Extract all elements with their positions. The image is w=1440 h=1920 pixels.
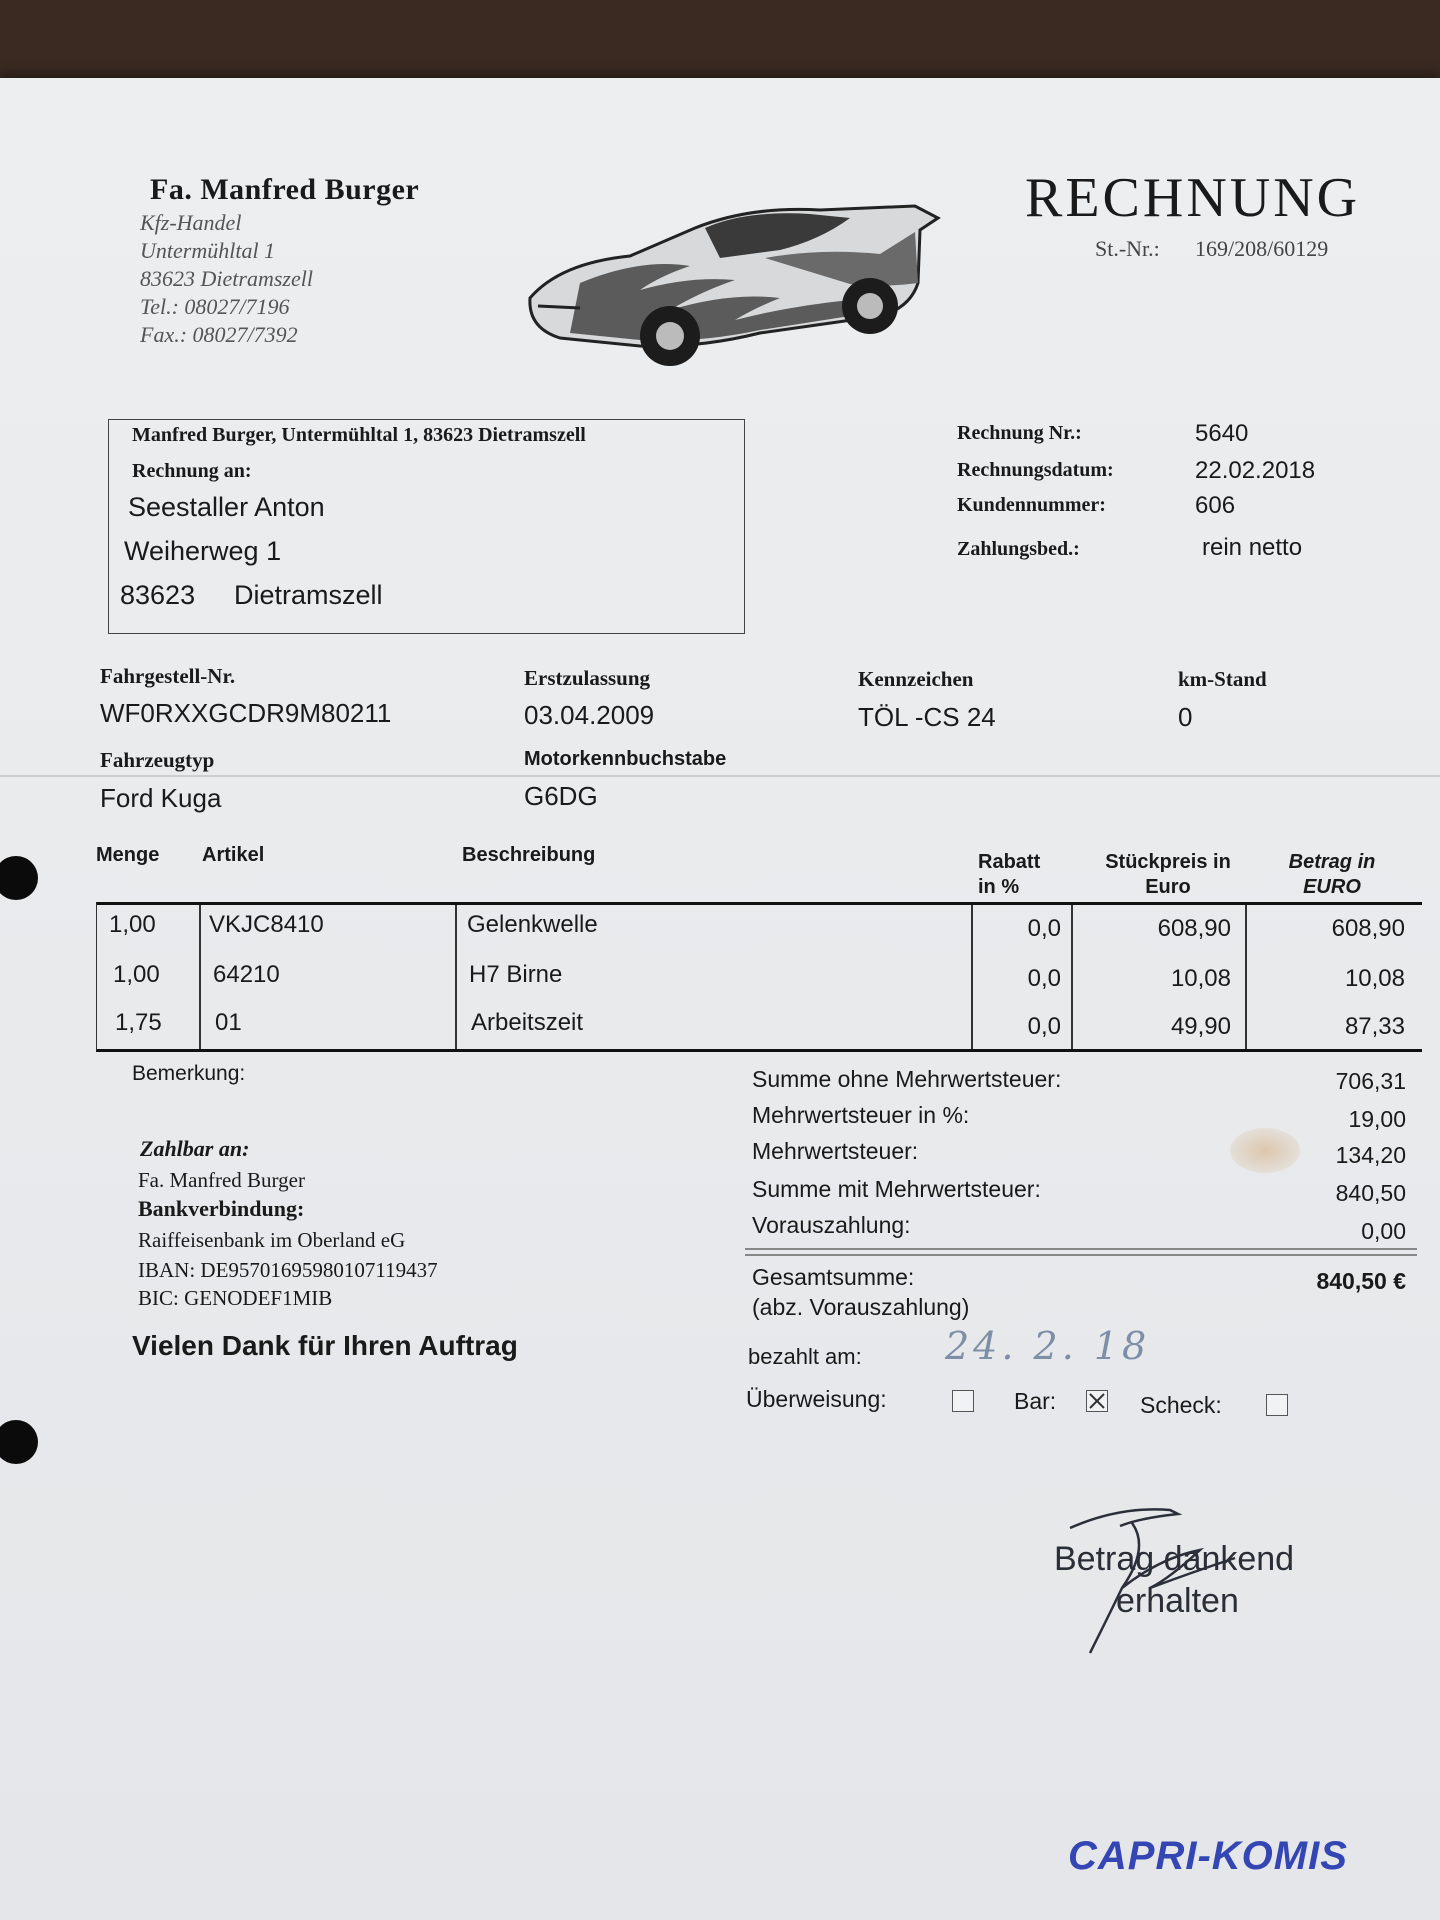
document-title: RECHNUNG: [1025, 167, 1361, 229]
bank-name: Raiffeisenbank im Oberland eG: [138, 1228, 406, 1252]
company-line: Kfz-Handel: [140, 210, 242, 235]
row-amount: 87,33: [1344, 1013, 1405, 1040]
grand-total: 840,50 €: [1316, 1268, 1406, 1294]
paid-on-date: 24. 2. 18: [945, 1324, 1151, 1368]
col-qty-header: Menge: [96, 844, 160, 866]
col-article-header: Artikel: [202, 844, 265, 866]
col-discount-header: Rabatt: [978, 851, 1041, 873]
customer-name: Seestaller Anton: [128, 492, 325, 522]
bic: BIC: GENODEF1MIB: [138, 1286, 333, 1310]
cheque-label: Scheck:: [1140, 1392, 1222, 1418]
payee: Fa. Manfred Burger: [138, 1168, 305, 1192]
payable-to-label: Zahlbar an:: [140, 1136, 250, 1161]
row-discount: 0,0: [1027, 965, 1061, 992]
col-desc-header: Beschreibung: [462, 844, 596, 866]
engine-code-label: Motorkennbuchstabe: [524, 748, 727, 770]
bank-label: Bankverbindung:: [138, 1196, 305, 1221]
company-line: Tel.: 08027/7196: [140, 294, 290, 319]
col-discount-header-unit: in %: [978, 876, 1020, 898]
grand-total-sublabel: (abz. Vorauszahlung): [752, 1294, 970, 1320]
received-stamp-line2: erhalten: [1116, 1582, 1239, 1620]
row-article: VKJC8410: [209, 911, 324, 938]
cheque-checkbox: [1266, 1394, 1288, 1416]
invoice-no: 5640: [1195, 420, 1249, 447]
paper-fold: [0, 775, 1440, 777]
totals-divider: [745, 1248, 1417, 1250]
gross-total: 840,50: [1335, 1180, 1406, 1206]
transfer-checkbox: [952, 1390, 974, 1412]
engine-code: G6DG: [524, 781, 598, 811]
vat-label: Mehrwertsteuer:: [752, 1138, 919, 1164]
sports-car-logo: [520, 188, 945, 373]
binder-hole: [0, 1420, 38, 1464]
vehicle-type: Ford Kuga: [100, 783, 222, 813]
checkmark-icon: [1087, 1391, 1107, 1411]
tax-number: 169/208/60129: [1195, 236, 1329, 261]
plate-label: Kennzeichen: [858, 667, 974, 691]
vat-amount: 134,20: [1335, 1142, 1406, 1168]
row-amount: 608,90: [1331, 915, 1405, 942]
row-unit-price: 49,90: [1170, 1013, 1231, 1040]
mileage: 0: [1178, 702, 1193, 732]
prepayment-label: Vorauszahlung:: [752, 1212, 911, 1238]
remark-label: Bemerkung:: [132, 1062, 246, 1085]
row-discount: 0,0: [1027, 915, 1061, 942]
company-name: Fa. Manfred Burger: [150, 173, 420, 206]
bill-to-label: Rechnung an:: [132, 460, 252, 482]
tax-number-label: St.-Nr.:: [1095, 236, 1160, 261]
company-line: Fax.: 08027/7392: [140, 322, 298, 347]
customer-no: 606: [1195, 492, 1236, 519]
customer-no-label: Kundennummer:: [957, 494, 1106, 516]
transfer-label: Überweisung:: [746, 1386, 887, 1412]
row-desc: Gelenkwelle: [467, 911, 598, 938]
watermark-logo: CAPRI-KOMIS: [1068, 1834, 1348, 1878]
company-line: 83623 Dietramszell: [140, 266, 313, 291]
sender-line: Manfred Burger, Untermühltal 1, 83623 Dietramszell: [132, 424, 586, 446]
row-article: 01: [215, 1009, 242, 1036]
customer-city: Dietramszell: [234, 580, 383, 610]
stain: [1230, 1128, 1300, 1173]
mileage-label: km-Stand: [1178, 667, 1267, 691]
totals-divider: [745, 1254, 1417, 1256]
row-unit-price: 10,08: [1170, 965, 1231, 992]
customer-zip: 83623: [120, 580, 196, 610]
row-desc: Arbeitszeit: [471, 1009, 584, 1036]
thank-you-note: Vielen Dank für Ihren Auftrag: [132, 1330, 518, 1361]
col-amount-header: Betrag in: [1288, 851, 1376, 873]
row-qty: 1,75: [115, 1009, 162, 1036]
row-unit-price: 608,90: [1157, 915, 1231, 942]
signature: [1060, 1488, 1250, 1658]
row-article: 64210: [213, 961, 280, 988]
col-unit-price-header: Stückpreis in: [1105, 851, 1231, 873]
payment-terms-label: Zahlungsbed.:: [957, 538, 1080, 560]
row-desc: H7 Birne: [469, 961, 563, 988]
vehicle-type-label: Fahrzeugtyp: [100, 748, 215, 772]
grand-total-label: Gesamtsumme:: [752, 1264, 915, 1290]
gross-total-label: Summe mit Mehrwertsteuer:: [752, 1176, 1041, 1202]
customer-street: Weiherweg 1: [124, 536, 282, 566]
cash-label: Bar:: [1014, 1388, 1057, 1414]
col-amount-header-unit: EURO: [1303, 876, 1361, 898]
received-stamp-line1: Betrag dankend: [1054, 1540, 1295, 1578]
invoice-date: 22.02.2018: [1195, 457, 1316, 484]
first-registration: 03.04.2009: [524, 700, 655, 730]
vat-percent-label: Mehrwertsteuer in %:: [752, 1102, 970, 1128]
row-amount: 10,08: [1344, 965, 1405, 992]
row-discount: 0,0: [1027, 1013, 1061, 1040]
license-plate: TÖL -CS 24: [858, 702, 996, 732]
row-qty: 1,00: [109, 911, 156, 938]
col-unit-price-header-unit: Euro: [1145, 876, 1191, 898]
invoice-paper: [0, 78, 1440, 1920]
company-line: Untermühltal 1: [140, 238, 276, 263]
vin: WF0RXXGCDR9M80211: [100, 698, 392, 728]
payment-terms: rein netto: [1202, 534, 1303, 561]
invoice-date-label: Rechnungsdatum:: [957, 459, 1114, 481]
iban: IBAN: DE95701695980107119437: [138, 1258, 438, 1282]
prepayment: 0,00: [1361, 1218, 1406, 1244]
vin-label: Fahrgestell-Nr.: [100, 664, 236, 688]
invoice-no-label: Rechnung Nr.:: [957, 422, 1082, 444]
cash-checkbox: [1086, 1390, 1108, 1412]
net-total-label: Summe ohne Mehrwertsteuer:: [752, 1066, 1062, 1092]
binder-hole: [0, 856, 38, 900]
row-qty: 1,00: [113, 961, 160, 988]
address-box: [108, 419, 745, 634]
items-table: [96, 902, 1422, 1052]
paid-on-label: bezahlt am:: [748, 1344, 862, 1369]
first-registration-label: Erstzulassung: [524, 666, 651, 690]
vat-percent: 19,00: [1348, 1106, 1406, 1132]
net-total: 706,31: [1335, 1068, 1406, 1094]
